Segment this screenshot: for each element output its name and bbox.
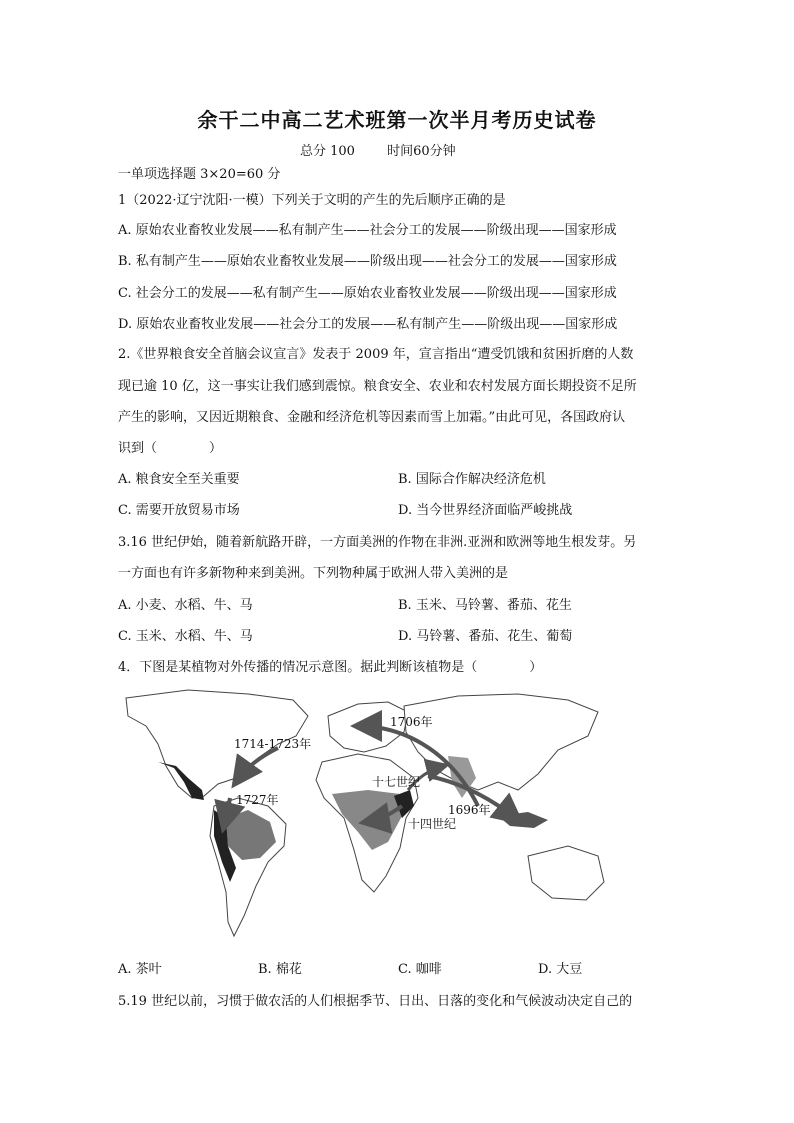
q2-option-c: C. 需要开放贸易市场 [118, 503, 240, 518]
q4-option-d: D. 大豆 [538, 962, 583, 977]
q1-option-d: D. 原始农业畜牧业发展——社会分工的发展——私有制产生——阶级出现——国家形成 [118, 317, 618, 332]
q2-option-a: A. 粮食安全至关重要 [118, 472, 240, 487]
q2-option-b: B. 国际合作解决经济危机 [398, 472, 546, 487]
q4-option-c: C. 咖啡 [398, 962, 442, 977]
q1-option-a: A. 原始农业畜牧业发展——私有制产生——社会分工的发展——阶级出现——国家形成 [118, 223, 617, 238]
q4-stem: 4．下图是某植物对外传播的情况示意图。据此判断该植物是（ ） [118, 660, 543, 675]
q3-option-d: D. 马铃薯、番茄、花生、葡萄 [398, 629, 573, 644]
q3-line: 一方面也有许多新物种来到美洲。下列物种属于欧洲人带入美洲的是 [118, 566, 509, 581]
total-score: 总分 100 [300, 144, 355, 159]
exam-meta [300, 140, 484, 159]
q3-option-a: A. 小麦、水稻、牛、马 [118, 598, 253, 613]
section-heading: 一单项选择题 3×20=60 分 [118, 167, 281, 182]
label-1727: 1727年 [236, 793, 279, 807]
page-title: 余干二中高二艺术班第一次半月考历史试卷 [197, 108, 597, 132]
label-17th-century: 十七世纪 [372, 775, 421, 789]
label-1696: 1696年 [448, 803, 491, 817]
world-map [118, 686, 614, 942]
q1-option-c: C. 社会分工的发展——私有制产生——原始农业畜牧业发展——阶级出现——国家形成 [118, 286, 617, 301]
australia-shape [528, 846, 604, 900]
q4-option-b: B. 棉花 [258, 962, 302, 977]
q3-option-b: B. 玉米、马铃薯、番茄、花生 [398, 598, 572, 613]
label-14th-century: 十四世纪 [408, 817, 457, 831]
q4-option-a: A. 茶叶 [118, 962, 162, 977]
q5-stem: 5.19 世纪以前，习惯于做农活的人们根据季节、日出、日落的变化和气候波动决定自己的 [118, 994, 633, 1009]
label-1706: 1706年 [390, 715, 433, 729]
q1-option-b: B. 私有制产生——原始农业畜牧业发展——阶级出现——社会分工的发展——国家形成 [118, 254, 617, 269]
q3-option-c: C. 玉米、水稻、牛、马 [118, 629, 253, 644]
q2-line: 识到（ ） [118, 441, 223, 456]
q2-line: 产生的影响，又因近期粮食、金融和经济危机等因素而雪上加霜。”由此可见，各国政府认 [118, 410, 626, 425]
indonesia-shaded [498, 812, 548, 828]
q2-option-d: D. 当今世界经济面临严峻挑战 [398, 503, 573, 518]
q3-line: 3.16 世纪伊始，随着新航路开辟，一方面美洲的作物在非洲.亚洲和欧洲等地生根发芽。另 [118, 535, 637, 550]
q2-line: 2.《世界粮食安全首脑会议宣言》发表于 2009 年，宣言指出“遭受饥饿和贫困折磨的人数 [118, 347, 634, 362]
q2-line: 现已逾 10 亿，这一事实让我们感到震惊。粮食安全、农业和农村发展方面长期投资不足所 [118, 379, 637, 394]
q1-stem: 1（2022·辽宁沈阳·一模）下列关于文明的产生的先后顺序正确的是 [118, 193, 506, 208]
time-limit: 时间60分钟 [387, 144, 456, 159]
coffee-spread-map [118, 686, 614, 942]
label-1714-1723: 1714-1723年 [234, 737, 312, 751]
